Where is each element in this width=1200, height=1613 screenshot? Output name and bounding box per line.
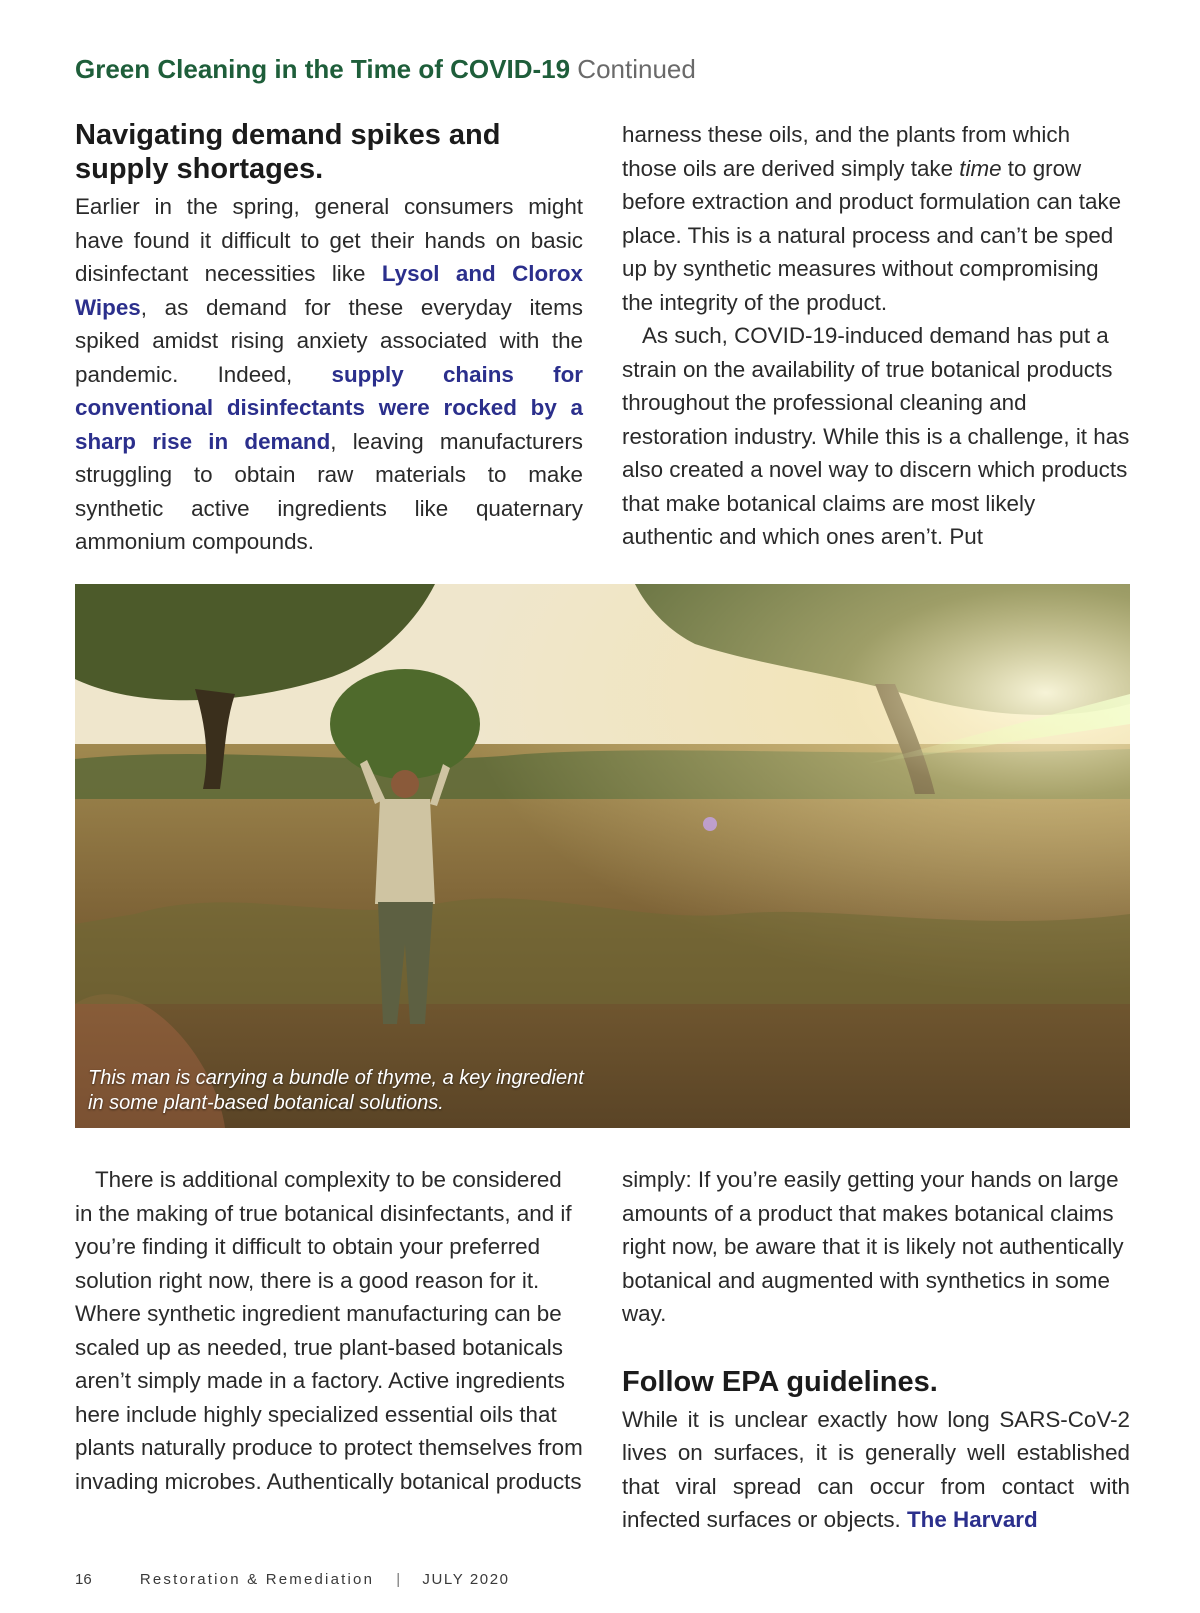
issue-date: JULY 2020 <box>422 1571 510 1588</box>
left-column-top <box>75 118 583 559</box>
link-harvard[interactable]: The Harvard <box>907 1507 1038 1532</box>
left-column-bottom <box>75 1163 583 1498</box>
emphasis-time: time <box>959 155 1002 181</box>
caption-line: This man is carrying a bundle of thyme, a key ingredient <box>88 1067 584 1089</box>
man-head <box>391 770 419 798</box>
caption-line: in some plant-based botanical solutions. <box>88 1092 444 1114</box>
running-head <box>75 52 696 86</box>
paragraph-botanical-complexity: There is additional complexity to be considered in the making of true botanical disinfectants, and if you’re finding it difficult to obtain your preferred solution right now, there is a good reason for it. Where synthetic ingredient manufacturing can be scaled up as needed, true plant-based botanicals aren’t simply made in a factory. Active ingredients here include highly specialized essential oils that plants naturally produce to protect themselves from invading microbes. Authentically botanical products <box>75 1167 583 1494</box>
page-footer <box>75 1570 510 1590</box>
photo-caption <box>88 1066 584 1116</box>
link-lysol-clorox[interactable]: Lysol and Clorox Wipes <box>75 261 583 320</box>
section-heading-supply: Navigating demand spikes and supply shortages. <box>75 119 501 185</box>
section-heading-epa: Follow EPA guidelines. <box>622 1365 938 1398</box>
paragraph-harness-oils <box>622 118 1130 319</box>
article-title: Green Cleaning in the Time of COVID-19 <box>75 54 571 84</box>
lens-flare-dot <box>703 817 717 831</box>
right-column-top <box>622 118 1130 554</box>
paragraph-text: While it is unclear exactly how long SARS-CoV-2 lives on surfaces, it is generally well established that viral spread can occur from contact with infected surfaces or objects. <box>622 1406 1130 1532</box>
paragraph-text: harness these oils, and the plants from which those oils are derived simply take <box>622 122 1071 181</box>
paragraph-put-simply: simply: If you’re easily getting your hands on large amounts of a product that makes botanical claims right now, be aware that it is likely not authentically botanical and augmented with synthetics in some way. <box>622 1167 1124 1326</box>
page-number: 16 <box>75 1571 92 1588</box>
paragraph-epa <box>622 1403 1130 1537</box>
thyme-bundle <box>330 669 480 779</box>
sun-glow <box>75 584 1130 1128</box>
paragraph-covid-demand: As such, COVID-19-induced demand has put a strain on the availability of true botanical products throughout the professional cleaning and restoration industry. While this is a challenge, it has also created a novel way to discern which products that make botanical claims are most likely authentic and which ones aren’t. Put <box>622 323 1130 549</box>
article-photo <box>75 584 1130 1128</box>
footer-separator: | <box>396 1571 401 1588</box>
link-supply-chains[interactable]: supply chains for conventional disinfectants were rocked by a sharp rise in demand <box>75 361 583 454</box>
man-shirt <box>375 799 435 904</box>
paragraph-text: Earlier in the spring, general consumers might have found it difficult to get their hands on basic disinfectant necessities like <box>75 194 583 286</box>
paragraph-demand-spikes <box>75 190 583 559</box>
right-column-bottom <box>622 1163 1130 1537</box>
publication-name: Restoration & Remediation <box>139 1571 375 1588</box>
photo-illustration <box>75 584 1130 1128</box>
paragraph-text: , as demand for these everyday items spiked amidst rising anxiety associated with the pandemic. Indeed, <box>75 294 583 387</box>
paragraph-text: to grow before extraction and product formulation can take place. This is a natural process and can’t be sped up by synthetic measures without compromising the integrity of the product. <box>622 155 1122 315</box>
continued-label: Continued <box>577 54 696 84</box>
paragraph-text: , leaving manufacturers struggling to obtain raw materials to make synthetic active ingredients like quaternary ammonium compounds. <box>75 428 583 554</box>
